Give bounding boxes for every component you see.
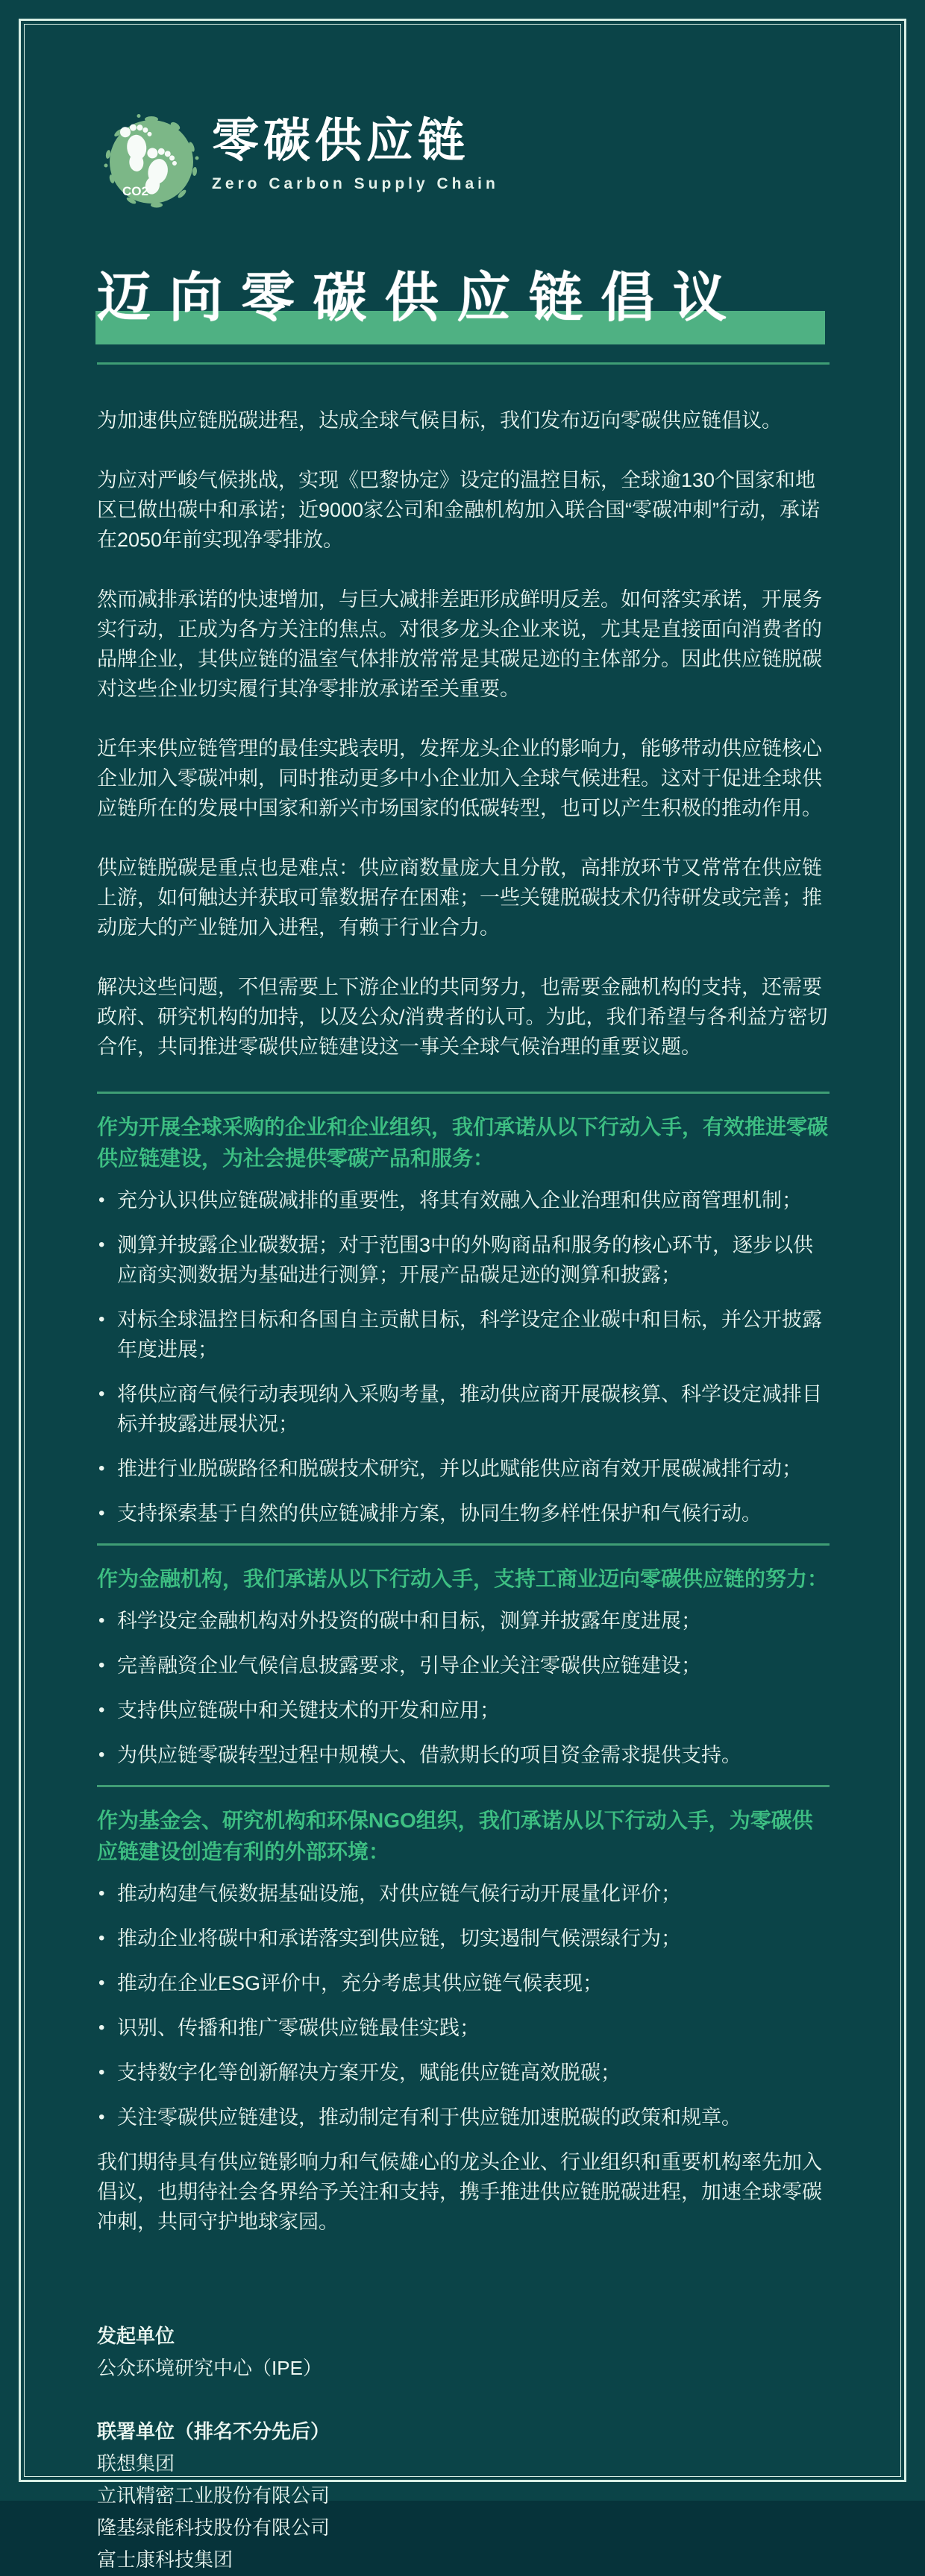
list-item [97,1606,830,1636]
bullet-marker: • [98,2018,105,2038]
list-item-text: 推动构建气候数据基础设施，对供应链气候行动开展量化评价； [117,1883,681,1905]
cosigner-name: 立讯精密工业股份有限公司 [97,2484,330,2507]
intro-paragraph-3: 然而减排承诺的快速增加，与巨大减排差距形成鲜明反差。如何落实承诺，开展务实行动，正成为各方关注的焦点。对很多龙头企业来说，尤其是直接面向消费者的品牌企业，其供应链的温室气体排放常常是其碳足迹的主体部分。因此供应链脱碳对这些企业切实履行其净零排放承诺至关重要。 [97,588,822,700]
list-item [97,2013,830,2043]
list-item [97,2103,830,2132]
footer-spacer [97,2384,830,2416]
bullet-list-enterprises [97,1185,830,1528]
list-item-text: 充分认识供应链碳减排的重要性，将其有效融入企业治理和供应商管理机制； [117,1189,802,1212]
list-item-text: 识别、传播和推广零碳供应链最佳实践； [117,2017,480,2039]
cosigner-name: 隆基绿能科技股份有限公司 [97,2516,330,2539]
list-item-text: 关注零碳供应链建设，推动制定有利于供应链加速脱碳的政策和规章。 [117,2106,741,2129]
intro-paragraph-5: 供应链脱碳是重点也是难点：供应商数量庞大且分散，高排放环节又常常在供应链上游，如何触达并获取可靠数据存在困难；一些关键脱碳技术仍待研发或完善；推动庞大的产业链加入进程，有赖于行业合力。 [97,857,822,939]
intro-paragraph-4: 近年来供应链管理的最佳实践表明，发挥龙头企业的影响力，能够带动供应链核心企业加入零碳冲刺，同时推动更多中小企业加入全球气候进程。这对于促进全球供应链所在的发展中国家和新兴市场国家的低碳转型，也可以产生积极的推动作用。 [97,737,822,819]
bullet-marker: • [98,1973,105,1993]
list-item [97,2058,830,2088]
co2-label: CO2 [122,184,148,198]
list-item [97,1968,830,1998]
footprints-co2-logo-icon [103,113,200,210]
logo-subtitle: Zero Carbon Supply Chain [212,175,499,192]
list-item-text: 支持数字化等创新解决方案开发，赋能供应链高效脱碳； [117,2062,621,2084]
bullet-list-ngo [97,1879,830,2132]
section-heading-ngo: 作为基金会、研究机构和环保NGO组织，我们承诺从以下行动入手，为零碳供应链建设创造有利的外部环境： [97,1809,813,1863]
list-item-text: 支持供应链碳中和关键技术的开发和应用； [117,1699,500,1722]
section-heading-finance: 作为金融机构，我们承诺从以下行动入手，支持工商业迈向零碳供应链的努力： [97,1567,829,1590]
list-item-text: 推动在企业ESG评价中，充分考虑其供应链气候表现； [117,1972,603,1994]
cosigner-name: 联想集团 [97,2452,175,2475]
list-item-text: 完善融资企业气候信息披露要求，引导企业关注零碳供应链建设； [117,1654,701,1677]
cosigners-label: 联署单位（排名不分先后） [97,2420,330,2443]
list-item [97,1879,830,1909]
bullet-marker: • [98,1503,105,1523]
bullet-marker: • [98,1655,105,1675]
logo-title: 零碳供应链 [212,115,469,167]
bullet-marker: • [98,1190,105,1210]
section-divider [97,1543,830,1546]
bullet-marker: • [98,1309,105,1329]
page-title: 迈向零碳供应链倡议 [97,268,745,328]
logo-text [212,113,499,193]
list-item-text: 推动企业将碳中和承诺落实到供应链，切实遏制气候漂绿行为； [117,1927,681,1950]
hero-title-block [97,268,830,328]
list-item [97,1740,830,1770]
list-item [97,1499,830,1528]
list-item [97,1454,830,1484]
section-divider [97,1092,830,1094]
list-item-text: 推进行业脱碳路径和脱碳技术研究，并以此赋能供应商有效开展碳减排行动； [117,1458,802,1480]
list-item-text: 对标全球温控目标和各国自主贡献目标，科学设定企业碳中和目标，并公开披露年度进展； [117,1309,822,1361]
intro-paragraph-2: 为应对严峻气候挑战，实现《巴黎协定》设定的温控目标，全球逾130个国家和地区已做出碳中和承诺；近9000家公司和金融机构加入联合国“零碳冲刺”行动，承诺在2050年前实现净零排放。 [97,469,821,551]
footer [97,2320,830,2576]
list-item [97,1379,830,1439]
bullet-marker: • [98,1235,105,1255]
list-item [97,1651,830,1681]
bullet-marker: • [98,2062,105,2082]
intro-paragraph-1: 为加速供应链脱碳进程，达成全球气候目标，我们发布迈向零碳供应链倡议。 [97,409,782,432]
closing-paragraph: 我们期待具有供应链影响力和气候雄心的龙头企业、行业组织和重要机构率先加入倡议，也期待社会各界给予关注和支持，携手推进供应链脱碳进程，加速全球零碳冲刺，共同守护地球家园。 [97,2151,822,2233]
list-item [97,1924,830,1953]
bullet-marker: • [98,1928,105,1948]
cosigner-name: 富士康科技集团 [97,2548,233,2571]
list-item-text: 将供应商气候行动表现纳入采购考量，推动供应商开展碳核算、科学设定减排目标并披露进展状况； [117,1383,822,1435]
list-item [97,1695,830,1725]
section-divider [97,1785,830,1787]
hero-underline [97,362,830,365]
bullet-marker: • [98,2107,105,2127]
bullet-list-finance [97,1606,830,1770]
bullet-marker: • [98,1700,105,1720]
list-item [97,1305,830,1364]
bullet-marker: • [98,1883,105,1903]
list-item [97,1230,830,1290]
bullet-marker: • [98,1745,105,1765]
bullet-marker: • [98,1458,105,1478]
main-content [97,406,830,2576]
list-item-text: 科学设定金融机构对外投资的碳中和目标，测算并披露年度进展； [117,1610,701,1632]
intro-paragraph-6: 解决这些问题，不但需要上下游企业的共同努力，也需要金融机构的支持，还需要政府、研究机构的加持，以及公众/消费者的认可。为此，我们希望与各利益方密切合作，共同推进零碳供应链建设这一事关全球气候治理的重要议题。 [97,976,828,1058]
list-item-text: 测算并披露企业碳数据；对于范围3中的外购商品和服务的核心环节，逐步以供应商实测数据为基础进行测算；开展产品碳足迹的测算和披露； [117,1234,814,1286]
list-item-text: 支持探索基于自然的供应链减排方案，协同生物多样性保护和气候行动。 [117,1502,762,1525]
bullet-marker: • [98,1384,105,1404]
bullet-marker: • [98,1610,105,1631]
list-item-text: 为供应链零碳转型过程中规模大、借款期长的项目资金需求提供支持。 [117,1744,741,1766]
logo-block [103,113,499,210]
initiator-name: 公众环境研究中心（IPE） [97,2357,322,2379]
initiator-label: 发起单位 [97,2325,175,2347]
section-heading-enterprises: 作为开展全球采购的企业和企业组织，我们承诺从以下行动入手，有效推进零碳供应链建设，为社会提供零碳产品和服务： [97,1115,829,1170]
list-item [97,1185,830,1215]
